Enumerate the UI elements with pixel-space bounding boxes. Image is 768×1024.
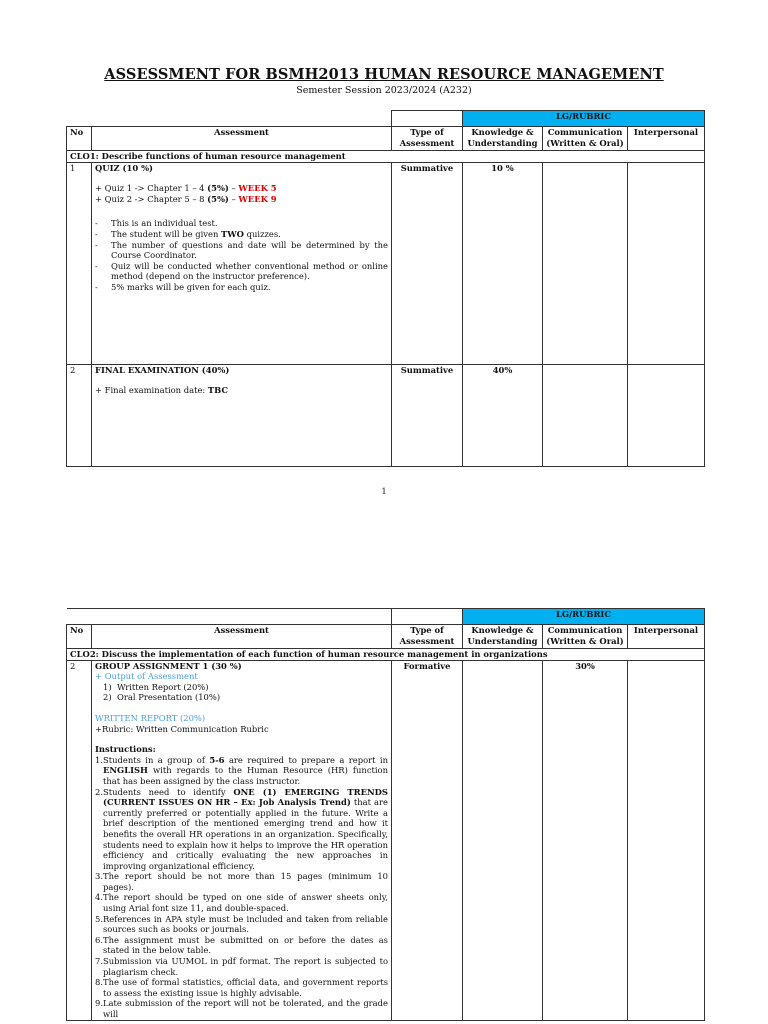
row-number: 2 <box>67 660 92 1020</box>
table-row <box>67 162 705 364</box>
col-assessment-header: Assessment <box>92 625 392 649</box>
clo2-row: CLO2: Discuss the implementation of each function of human resource management in organizations <box>67 649 705 661</box>
output-of-assessment: + Output of Assessment <box>95 671 198 682</box>
col-no-header: No <box>67 127 92 151</box>
assessment-table-page-2 <box>66 608 705 1021</box>
col-interpersonal-header: Interpersonal <box>628 625 705 649</box>
communication-cell: 30% <box>543 660 628 1020</box>
quiz-rules-list <box>95 218 388 292</box>
type-cell: Formative <box>392 660 463 1020</box>
quiz-1-line: + Quiz 1 -> Chapter 1 – 4 (5%) – WEEK 5 <box>95 183 277 194</box>
table-row <box>67 364 705 466</box>
col-assessment-header: Assessment <box>92 127 392 151</box>
knowledge-cell <box>463 660 543 1020</box>
group-assignment-title: GROUP ASSIGNMENT 1 (30 %) <box>95 660 242 671</box>
semester-session: Semester Session 2023/2024 (A232) <box>296 85 472 96</box>
instructions-list <box>95 755 388 1020</box>
lg-rubric-header: LG/RUBRIC <box>463 609 705 625</box>
col-interpersonal-header: Interpersonal <box>628 127 705 151</box>
lg-rubric-header: LG/RUBRIC <box>463 111 705 127</box>
col-knowledge-header: Knowledge & Understanding <box>463 625 543 649</box>
col-type-header: Type of Assessment <box>392 127 463 151</box>
list-item: 4. The report should be typed on one side of answer sheets only, using Arial font size 11, and double-spaced. <box>95 892 388 914</box>
list-item: 6. The assignment must be submitted on or before the dates as stated in the below table. <box>95 934 388 956</box>
page-number: 1 <box>381 487 387 496</box>
type-cell: Summative <box>392 162 463 364</box>
output-list <box>95 682 388 703</box>
col-communication-header: Communication (Written & Oral) <box>543 625 628 649</box>
list-item: - Quiz will be conducted whether conventional method or online method (depend on the instructor preference). <box>95 261 388 282</box>
list-item: 2) Oral Presentation (10%) <box>103 692 221 703</box>
final-exam-title: FINAL EXAMINATION (40%) <box>95 364 230 375</box>
list-item: 5. References in APA style must be included and taken from reliable sources such as books or journals. <box>95 913 388 935</box>
interpersonal-cell <box>628 660 705 1020</box>
list-item: 8. The use of formal statistics, official data, and government reports to assess the existing issue is highly advisable. <box>95 977 388 998</box>
list-item: 1. Students in a group of 5-6 are required to prepare a report in ENGLISH with regards to the Human Resource (HR) function that has been assigned by the class instructor. <box>95 754 388 786</box>
communication-cell <box>543 162 628 364</box>
list-item: 7. Submission via UUMOL in pdf format. The report is subjected to plagiarism check. <box>95 956 388 977</box>
assessment-cell <box>92 660 392 1020</box>
final-exam-date: + Final examination date: TBC <box>95 385 229 396</box>
interpersonal-cell <box>628 162 705 364</box>
col-no-header: No <box>67 625 92 649</box>
list-item: - The student will be given TWO quizzes. <box>95 229 388 240</box>
type-cell: Summative <box>392 364 463 466</box>
table-row <box>67 660 705 1020</box>
row-number: 2 <box>67 364 92 466</box>
quiz-2-line: + Quiz 2 -> Chapter 5 – 8 (5%) – WEEK 9 <box>95 193 277 204</box>
list-item: 9. Late submission of the report will not be tolerated, and the grade will <box>95 998 388 1019</box>
col-type-header: Type of Assessment <box>392 625 463 649</box>
col-knowledge-header: Knowledge & Understanding <box>463 127 543 151</box>
list-item: 2. Students need to identify ONE (1) EMERGING TRENDS (CURRENT ISSUES ON HR – Ex: Job Analysis Trend) that are currently preferred or potentially applied in the future. Write a brief description of the mentioned emerging trend and how it benefits the overall HR operations in an organization. Specifically, students need to explain how it helps to improve the HR operation efficiency and critically evaluating the new approaches in improving organizational efficiency. <box>95 786 388 871</box>
rubric-line: +Rubric: Written Communication Rubric <box>95 723 269 734</box>
assessment-table-page-1 <box>66 110 705 467</box>
list-item: 1) Written Report (20%) <box>103 681 209 692</box>
list-item: - The number of questions and date will be determined by the Course Coordinator. <box>95 240 388 261</box>
instructions-heading: Instructions: <box>95 744 156 755</box>
written-report-heading: WRITTEN REPORT (20%) <box>95 712 206 723</box>
list-item: - 5% marks will be given for each quiz. <box>95 282 388 293</box>
list-item: 3. The report should be not more than 15 pages (minimum 10 pages). <box>95 871 388 892</box>
assessment-cell <box>92 162 392 364</box>
list-item: - This is an individual test. <box>95 218 388 229</box>
quiz-title: QUIZ (10 %) <box>95 162 153 173</box>
row-number: 1 <box>67 162 92 364</box>
col-communication-header: Communication (Written & Oral) <box>543 127 628 151</box>
knowledge-cell: 10 % <box>463 162 543 364</box>
communication-cell <box>543 364 628 466</box>
knowledge-cell: 40% <box>463 364 543 466</box>
interpersonal-cell <box>628 364 705 466</box>
clo1-row: CLO1: Describe functions of human resource management <box>67 151 705 163</box>
assessment-cell <box>92 364 392 466</box>
document-title: ASSESSMENT FOR BSMH2013 HUMAN RESOURCE MANAGEMENT <box>104 66 664 83</box>
